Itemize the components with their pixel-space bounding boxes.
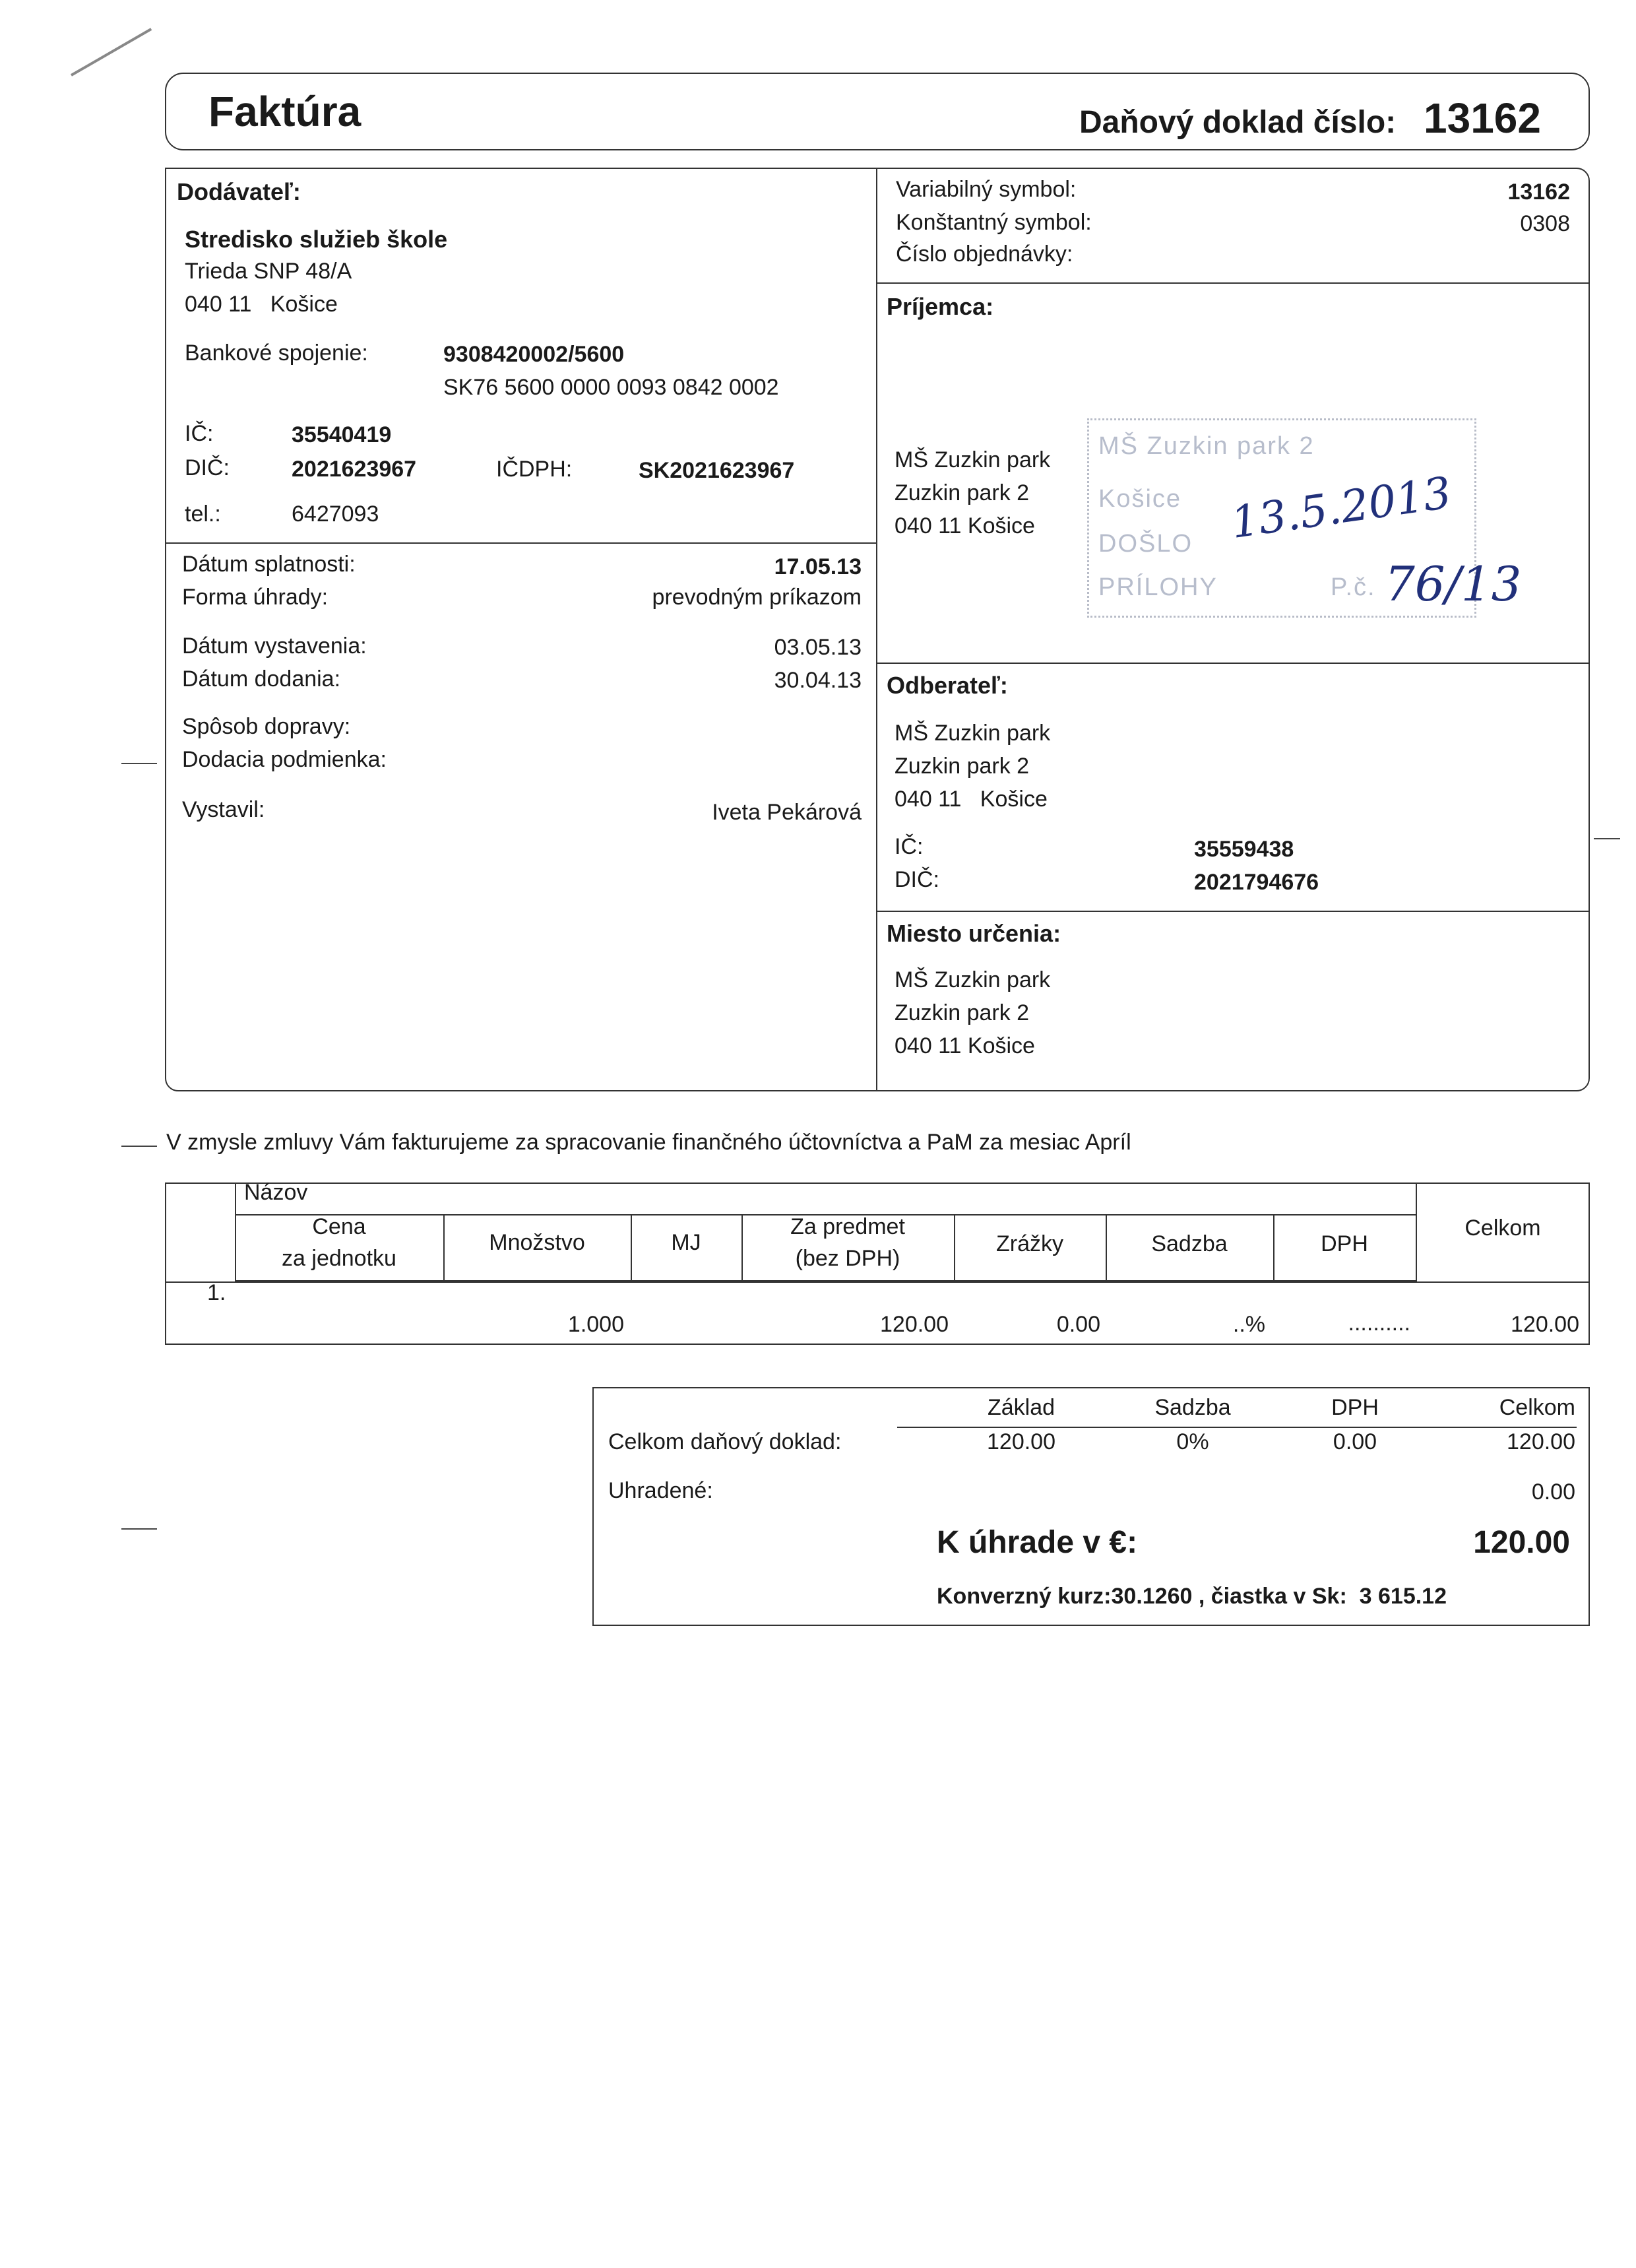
- constant-symbol-label: Konštantný symbol:: [896, 210, 1092, 235]
- items-col-unit-price-1: Cena: [312, 1214, 366, 1239]
- paid-label: Uhradené:: [608, 1478, 713, 1503]
- customer-heading: Odberateľ:: [887, 672, 1008, 699]
- amount-due: 120.00: [1473, 1525, 1570, 1560]
- header-box: [165, 73, 1590, 150]
- issuer-label: Vystavil:: [182, 797, 265, 822]
- supplier-tel-label: tel.:: [185, 502, 221, 527]
- items-row-line: [165, 1281, 1590, 1283]
- supplier-tel: 6427093: [292, 502, 379, 527]
- stamp-handwritten-number: 76/13: [1385, 556, 1522, 612]
- customer-dic: 2021794676: [1194, 870, 1319, 895]
- delivery-date: 30.04.13: [774, 668, 862, 693]
- item-subject: 120.00: [880, 1312, 949, 1337]
- customer-divider: [876, 911, 1590, 912]
- bank-label: Bankové spojenie:: [185, 340, 368, 366]
- variable-symbol: 13162: [1507, 179, 1570, 205]
- transport-label: Spôsob dopravy:: [182, 714, 351, 739]
- items-col-subject-2: (bez DPH): [795, 1246, 900, 1271]
- item-total: 120.00: [1511, 1312, 1579, 1337]
- items-col-vat: DPH: [1321, 1231, 1368, 1256]
- item-number: 1.: [207, 1280, 226, 1305]
- supplier-city: 040 11 Košice: [185, 292, 338, 317]
- customer-ico: 35559438: [1194, 837, 1294, 862]
- summary-total-label: Celkom daňový doklad:: [608, 1429, 842, 1454]
- item-deductions: 0.00: [1056, 1312, 1100, 1337]
- summary-col-rate: Sadzba: [1154, 1395, 1231, 1420]
- stamp-line3: DOŠLO: [1098, 530, 1193, 558]
- issuer-name: Iveta Pekárová: [712, 800, 862, 825]
- invoice-title: Faktúra: [208, 88, 362, 135]
- customer-dic-label: DIČ:: [895, 867, 939, 892]
- delivery-date-label: Dátum dodania:: [182, 666, 341, 692]
- margin-tick: [1594, 838, 1620, 839]
- items-col-unit-price-2: za jednotku: [282, 1246, 396, 1271]
- issue-date-label: Dátum vystavenia:: [182, 633, 367, 659]
- summary-rate: 0%: [1176, 1429, 1209, 1454]
- invoice-intro: V zmysle zmluvy Vám fakturujeme za spracovanie finančného účtovníctva a PaM za mesiac Apríl: [166, 1130, 1131, 1155]
- destination-line2: Zuzkin park 2: [895, 1000, 1030, 1025]
- summary-col-total: Celkom: [1499, 1395, 1575, 1420]
- delivery-terms-label: Dodacia podmienka:: [182, 747, 387, 772]
- summary-col-base: Základ: [987, 1395, 1055, 1420]
- summary-col-vat: DPH: [1331, 1395, 1379, 1420]
- variable-symbol-label: Variabilný symbol:: [896, 177, 1077, 202]
- items-col-qty: Množstvo: [489, 1230, 585, 1255]
- stamp-line4b: P.č.: [1331, 573, 1376, 601]
- conversion-rate: Konverzný kurz:30.1260 , čiastka v Sk: 3 615.12: [937, 1584, 1447, 1609]
- supplier-name: Stredisko služieb škole: [185, 226, 448, 253]
- item-qty: 1.000: [567, 1312, 624, 1337]
- bank-account: 9308420002/5600: [443, 342, 625, 367]
- stamp-line2: Košice: [1098, 485, 1182, 513]
- summary-total: 120.00: [1507, 1429, 1575, 1454]
- destination-line3: 040 11 Košice: [895, 1033, 1035, 1058]
- customer-line2: Zuzkin park 2: [895, 754, 1030, 779]
- bank-iban: SK76 5600 0000 0093 0842 0002: [443, 375, 779, 400]
- items-col-deductions: Zrážky: [996, 1231, 1063, 1256]
- item-vat: ..........: [1348, 1311, 1410, 1336]
- stamp-line4: PRÍLOHY: [1098, 573, 1218, 601]
- customer-line1: MŠ Zuzkin park: [895, 721, 1051, 746]
- supplier-ico: 35540419: [292, 422, 392, 447]
- order-number-label: Číslo objednávky:: [896, 242, 1073, 267]
- customer-ico-label: IČ:: [895, 834, 924, 859]
- items-col-unit: MJ: [671, 1230, 701, 1255]
- recipient-divider: [876, 663, 1590, 664]
- supplier-heading: Dodávateľ:: [177, 178, 301, 205]
- main-divider: [876, 168, 877, 1091]
- recipient-heading: Príjemca:: [887, 293, 994, 320]
- margin-tick: [121, 1528, 157, 1530]
- due-date: 17.05.13: [774, 554, 862, 579]
- summary-vat: 0.00: [1333, 1429, 1377, 1454]
- item-rate: ..%: [1232, 1312, 1265, 1337]
- supplier-divider: [165, 542, 876, 544]
- supplier-dic-label: DIČ:: [185, 455, 230, 480]
- paid-amount: 0.00: [1531, 1479, 1575, 1505]
- items-col-subject-1: Za predmet: [790, 1214, 905, 1239]
- stamp-line1: MŠ Zuzkin park 2: [1098, 432, 1315, 460]
- amount-due-label: K úhrade v €:: [937, 1525, 1138, 1560]
- items-col-name: Názov: [244, 1180, 308, 1205]
- issue-date: 03.05.13: [774, 635, 862, 660]
- supplier-ico-label: IČ:: [185, 421, 214, 446]
- destination-heading: Miesto určenia:: [887, 920, 1061, 947]
- symbols-divider: [876, 282, 1590, 284]
- supplier-icdph-label: IČDPH:: [496, 457, 573, 482]
- payment-form: prevodným príkazom: [652, 585, 862, 610]
- received-stamp: [1087, 418, 1522, 618]
- recipient-line3: 040 11 Košice: [895, 513, 1035, 538]
- tax-document-number: 13162: [1424, 94, 1541, 142]
- supplier-street: Trieda SNP 48/A: [185, 259, 352, 284]
- tax-document-label: Daňový doklad číslo:: [1079, 105, 1397, 140]
- supplier-icdph: SK2021623967: [639, 458, 795, 483]
- summary-header-line: [897, 1427, 1577, 1428]
- payment-form-label: Forma úhrady:: [182, 585, 329, 610]
- constant-symbol: 0308: [1520, 211, 1570, 236]
- summary-base: 120.00: [987, 1429, 1055, 1454]
- destination-line1: MŠ Zuzkin park: [895, 967, 1051, 992]
- margin-tick: [121, 763, 157, 764]
- supplier-dic: 2021623967: [292, 457, 417, 482]
- margin-tick: [121, 1146, 157, 1147]
- customer-line3: 040 11 Košice: [895, 787, 1048, 812]
- recipient-line1: MŠ Zuzkin park: [895, 447, 1051, 472]
- main-box: [165, 168, 1590, 1091]
- recipient-line2: Zuzkin park 2: [895, 480, 1030, 505]
- pen-mark: [71, 28, 152, 76]
- due-date-label: Dátum splatnosti:: [182, 552, 356, 577]
- items-col-rate: Sadzba: [1151, 1231, 1228, 1256]
- stamp-handwritten-date: 13.5.2013: [1228, 467, 1455, 548]
- items-col-total: Celkom: [1464, 1215, 1541, 1241]
